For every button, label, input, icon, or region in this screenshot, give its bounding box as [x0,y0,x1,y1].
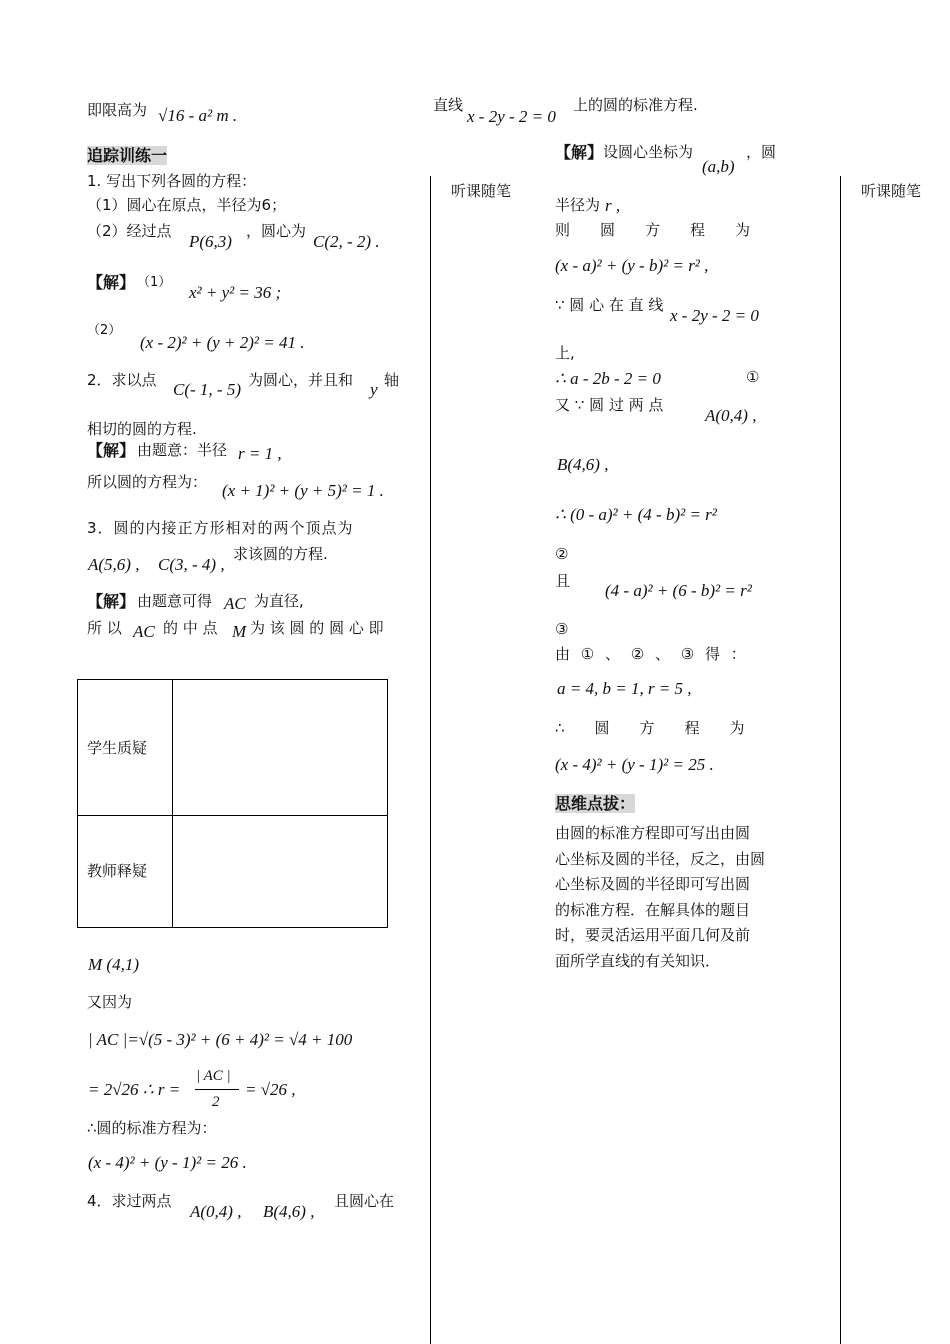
text-line: ∵ 圆 心 在 直 线 [555,296,664,314]
math-expression: x - 2y - 2 = 0 [467,107,556,126]
solution-tag: 【解】 [555,143,604,162]
question-1b: （2）经过点 [87,222,172,240]
table-label-student: 学生质疑 [87,739,148,757]
tips-line: 心坐标及圆的半径，反之，由圆 [555,849,766,868]
math-expression: C(3, - 4) , [158,555,225,574]
text-line: ，圆心为 [246,222,307,240]
text-line: （1） [137,275,172,290]
question-1a: （1）圆心在原点，半径为6； [87,196,287,214]
text-line: 且圆心在 [334,1192,395,1210]
tips-line: 时，要灵活运用平面几何及前 [555,926,751,944]
text-line: 直线 [433,96,464,114]
math-expression: √16 - a² m . [158,106,238,125]
text-line: 上的圆的标准方程. [573,96,698,114]
math-expression: P(6,3) [189,232,232,251]
math-expression: (x - 4)² + (y - 1)² = 26 . [88,1153,247,1172]
math-expression: r = 1 , [238,444,282,463]
math-expression: A(0,4) , [705,406,757,425]
math-expression: x - 2y - 2 = 0 [670,306,759,325]
text-line: 上, [555,344,575,362]
equation-marker: ③ [555,620,569,638]
tips-line: 由圆的标准方程即可写出由圆 [555,824,751,842]
math-expression: A(0,4) , [190,1202,242,1221]
math-expression: B(4,6) , [557,455,609,474]
text-line: 又因为 [87,993,133,1011]
text-line: 为 该 圆 的 圆 心 即 [250,619,384,637]
fraction-bar [195,1089,239,1090]
tips-line: 的标准方程．在解具体的题目 [555,900,751,919]
question-4: 4．求过两点 [87,1192,172,1210]
text-line: ，圆 [746,143,777,161]
column-divider [840,176,841,1344]
tips-paragraph [555,821,765,974]
question-3: 3．圆的内接正方形相对的两个顶点为 [87,519,354,537]
question-1: 1. 写出下列各圆的方程： [87,172,257,190]
math-expression: (4 - a)² + (6 - b)² = r² [605,581,752,600]
text-line: 相切的圆的方程. [87,420,197,438]
text-line: 为圆心，并且和 [248,371,354,389]
text-line: 所以圆的方程为： [87,473,208,491]
note-label: 听课随笔 [451,182,512,200]
math-expression: A(5,6) , [88,555,140,574]
question-2: 2．求以点 [87,371,157,389]
text-line: 的 中 点 [163,619,218,637]
math-expression: ∴ (0 - a)² + (4 - b)² = r² [555,505,717,524]
teacher-answer-field[interactable] [173,816,386,926]
text-line: 由题意可得 [137,592,213,610]
solution-tag: 【解】 [87,441,136,460]
math-expression: M [232,622,247,641]
math-expression: = √26 , [245,1080,296,1099]
section-title: 追踪训练一 [87,146,168,165]
equation-marker: ① [746,368,760,386]
text-line: 且 [555,572,571,590]
tips-line: 面所学直线的有关知识． [555,951,721,970]
math-expression: r , [605,196,621,215]
student-question-field[interactable] [173,680,386,814]
solution-tag: 【解】 [87,273,136,292]
math-expression: = 2√26 ∴ r = [88,1080,181,1099]
table-label-teacher: 教师释疑 [87,862,148,880]
solution-tag: 【解】 [87,592,136,611]
math-expression: (x + 1)² + (y + 5)² = 1 . [222,481,384,500]
math-expression: (a,b) [702,157,735,176]
math-expression: AC [224,594,246,613]
text-line: 由题意：半径 [137,441,228,459]
text-line: 为直径, [254,592,304,610]
text-line: 轴 [384,371,400,389]
math-expression: (x - 4)² + (y - 1)² = 25 . [555,755,714,774]
math-expression: (x - 2)² + (y + 2)² = 41 . [140,333,305,352]
text-line: 即限高为 [87,101,148,119]
text-line: 所 以 [87,619,122,637]
math-expression: | AC |=√(5 - 3)² + (6 + 4)² = √4 + 100 [88,1030,353,1049]
text-line: 求该圆的方程. [233,545,328,563]
text-line: ∴圆的标准方程为： [87,1119,217,1137]
math-expression: B(4,6) , [263,1202,315,1221]
math-expression: C(- 1, - 5) [173,380,241,399]
math-expression: AC [133,622,155,641]
math-expression: C(2, - 2) . [313,232,380,251]
math-expression: M (4,1) [88,955,139,974]
column-divider [430,176,431,1344]
equation-marker: ② [555,545,569,563]
math-expression: x² + y² = 36 ; [189,283,282,302]
math-expression: y [370,380,378,399]
text-line: 设圆心坐标为 [603,143,694,161]
math-fraction-numerator: | AC | [196,1068,231,1084]
text-line: 半径为 [555,196,601,214]
math-expression: a = 4, b = 1, r = 5 , [557,679,692,698]
math-expression: (x - a)² + (y - b)² = r² , [555,256,709,275]
math-expression: ∴ a - 2b - 2 = 0 [555,369,661,388]
section-title: 思维点拔： [555,794,636,813]
text-line: 又 ∵ 圆 过 两 点 [555,396,664,414]
math-fraction-denominator: 2 [212,1094,220,1110]
text-line: 由 ① 、 ② 、 ③ 得 ： [555,645,749,663]
text-line: ∴ 圆 方 程 为 [555,719,745,737]
text-line: （2） [87,323,122,338]
tips-line: 心坐标及圆的半径即可写出圆 [555,875,751,893]
note-label: 听课随笔 [861,182,922,200]
text-line: 则 圆 方 程 为 [555,221,751,239]
